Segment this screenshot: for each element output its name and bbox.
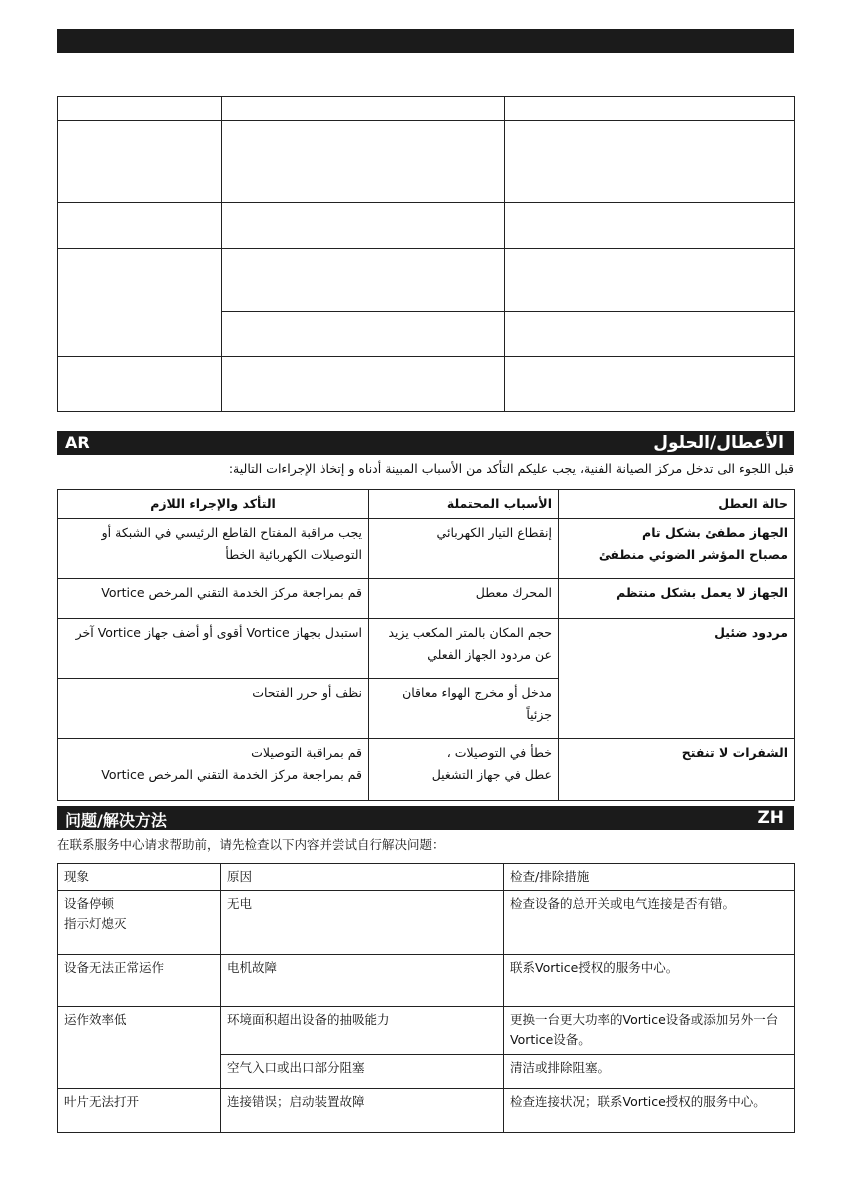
ar-row1-symptom: الجهاز مطفئ بشكل تام مصباح المؤشر الضوئي منطفئ [559, 518, 795, 578]
empty-cell [58, 97, 222, 121]
empty-cell [58, 121, 222, 203]
ar-row2-symptom: الجهاز لا يعمل بشكل منتظم [559, 578, 795, 618]
zh-row4-cause: 空气入口或出口部分阻塞 [221, 1055, 504, 1089]
ar-language-code: AR [65, 433, 90, 452]
zh-row2-remedy: 联系Vortice授权的服务中心。 [504, 955, 795, 1007]
empty-cell [505, 312, 795, 357]
ar-row2-cause: المحرك معطل [369, 578, 559, 618]
empty-cell [505, 249, 795, 312]
empty-cell [58, 203, 222, 249]
zh-row5-cause: 连接错误；启动装置故障 [221, 1089, 504, 1133]
ar-header-cause: الأسباب المحتملة [369, 490, 559, 519]
zh-row2-cause: 电机故障 [221, 955, 504, 1007]
top-empty-table [57, 96, 795, 412]
top-section-bar [57, 29, 794, 53]
zh-row1-remedy: 检查设备的总开关或电气连接是否有错。 [504, 891, 795, 955]
zh-row1-cause: 无电 [221, 891, 504, 955]
ar-section-bar [57, 431, 794, 455]
ar-row4-remedy: نظف أو حرر الفتحات [58, 678, 369, 738]
zh-header-cause: 原因 [221, 864, 504, 891]
zh-row5-symptom: 叶片无法打开 [58, 1089, 221, 1133]
ar-row3-remedy: استبدل بجهاز Vortice أقوى أو أضف جهاز Vortice آخر [58, 618, 369, 678]
empty-cell [222, 203, 505, 249]
zh-row5-remedy: 检查连接状况；联系Vortice授权的服务中心。 [504, 1089, 795, 1133]
zh-header-remedy: 检查/排除措施 [504, 864, 795, 891]
empty-cell [505, 97, 795, 121]
ar-row5-cause: خطأ في التوصيلات ، عطل في جهاز التشغيل [369, 738, 559, 800]
zh-row3-symptom: 运作效率低 [58, 1007, 221, 1089]
zh-row3-remedy: 更换一台更大功率的Vortice设备或添加另外一台Vortice设备。 [504, 1007, 795, 1055]
zh-intro-text: 在联系服务中心请求帮助前，请先检查以下内容并尝试自行解决问题： [57, 837, 445, 852]
empty-cell [222, 312, 505, 357]
zh-section-bar [57, 806, 794, 830]
ar-troubleshooting-table [57, 489, 795, 801]
ar-intro-text: قبل اللجوء الى تدخل مركز الصيانة الفنية، يجب عليكم التأكد من الأسباب المبينة أدناه و إتخاذ الإجراءات التالية: [228, 461, 794, 476]
empty-cell [222, 121, 505, 203]
ar-header-remedy: التأكد والإجراء اللازم [58, 490, 369, 519]
zh-row3-cause: 环境面积超出设备的抽吸能力 [221, 1007, 504, 1055]
ar-row1-remedy: يجب مراقبة المفتاح القاطع الرئيسي في الشبكة أو التوصيلات الكهربائية الخطأ [58, 518, 369, 578]
zh-header-symptom: 现象 [58, 864, 221, 891]
ar-row2-remedy: قم بمراجعة مركز الخدمة التقني المرخص Vortice [58, 578, 369, 618]
ar-row5-remedy: قم بمراقبة التوصيلات قم بمراجعة مركز الخدمة التقني المرخص Vortice [58, 738, 369, 800]
ar-header-symptom: حالة العطل [559, 490, 795, 519]
empty-cell [222, 97, 505, 121]
zh-language-code: ZH [757, 808, 784, 828]
zh-section-title: 问题/解决方法 [65, 811, 167, 830]
zh-troubleshooting-table [57, 863, 795, 1133]
empty-cell [222, 357, 505, 412]
ar-row3-cause: حجم المكان بالمتر المكعب يزيد عن مردود الجهاز الفعلي [369, 618, 559, 678]
zh-row1-symptom: 设备停顿 指示灯熄灭 [58, 891, 221, 955]
ar-section-title: الأعطال/الحلول [653, 433, 784, 453]
empty-cell [58, 249, 222, 357]
empty-cell [505, 357, 795, 412]
ar-row1-cause: إنقطاع التيار الكهربائي [369, 518, 559, 578]
empty-cell [505, 121, 795, 203]
empty-cell [505, 203, 795, 249]
ar-row3-symptom: مردود ضئيل [559, 618, 795, 738]
empty-cell [58, 357, 222, 412]
zh-row2-symptom: 设备无法正常运作 [58, 955, 221, 1007]
empty-cell [222, 249, 505, 312]
ar-row5-symptom: الشفرات لا تنفتح [559, 738, 795, 800]
ar-row4-cause: مدخل أو مخرج الهواء معاقان جزئياً [369, 678, 559, 738]
zh-row4-remedy: 清洁或排除阻塞。 [504, 1055, 795, 1089]
